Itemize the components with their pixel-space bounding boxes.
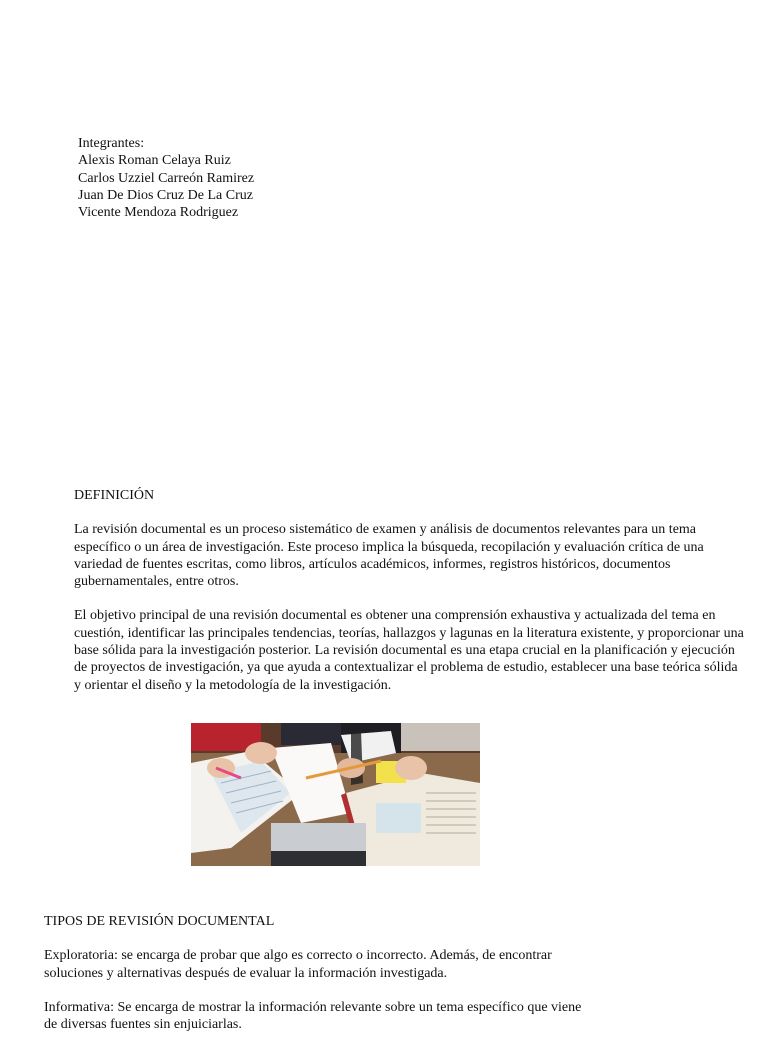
type-exploratoria: Exploratoria: se encarga de probar que algo es correcto o incorrecto. Además, de encontrar soluciones y alternativas después de evaluar la información investigada. [44,948,552,981]
types-heading: TIPOS DE REVISIÓN DOCUMENTAL [44,914,275,929]
members-block [78,135,254,221]
type-informativa: Informativa: Se encarga de mostrar la información relevante sobre un tema específico que viene de diversas fuentes sin enjuiciarlas. [44,999,582,1033]
member-name: Vicente Mendoza Rodriguez [78,205,239,221]
members-label: Integrantes: [78,136,145,151]
definition-paragraph-1: La revisión documental es un proceso sistemático de examen y análisis de documentos relevantes para un tema específico o un área de investigación. Este proceso implica la búsqueda, recopilación y evaluación crítica de una variedad de fuentes escritas, como libros, artículos académicos, informes, registros históricos, documentos gubernamentales, entre otros. [74,522,704,590]
member-name: Juan De Dios Cruz De La Cruz [78,187,253,203]
types-section [44,913,584,1050]
definition-paragraph-2: El objetivo principal de una revisión documental es obtener una comprensión exhaustiva y actualizada del tema en cuestión, identificar las principales tendencias, teorías, hallazgos y lagunas en la literatura existente, y proporcionar una base sólida para la investigación posterior. La revisión documental es una etapa crucial en la planificación y ejecución de proyectos de investigación, ya que ayuda a contextualizar el problema de estudio, establecer una base teórica sólida y orientar el diseño y la metodología de la investigación. [74,608,744,693]
member-name: Carlos Uzziel Carreón Ramirez [78,170,255,186]
definition-heading: DEFINICIÓN [74,488,155,503]
students-studying-books-photo-icon [191,723,480,866]
definition-section [74,487,744,711]
students-studying-photo [191,723,480,866]
member-name: Alexis Roman Celaya Ruiz [78,153,231,169]
